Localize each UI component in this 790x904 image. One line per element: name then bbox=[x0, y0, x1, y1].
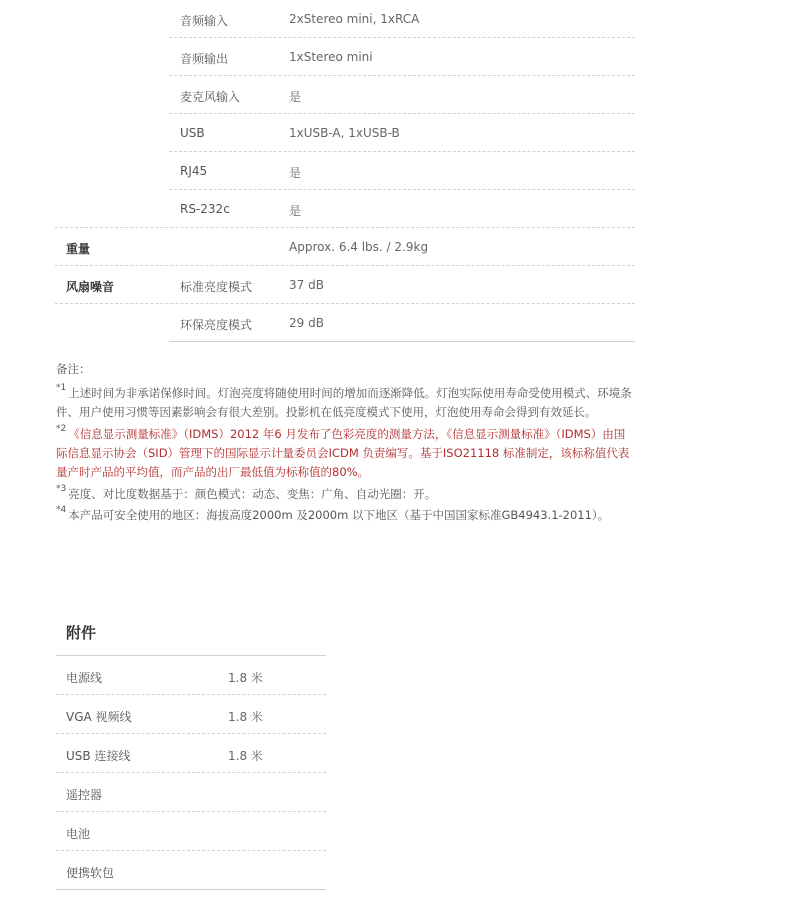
note-2 bbox=[56, 422, 636, 482]
accessory-name: USB 连接线 bbox=[66, 749, 131, 763]
spec-label: 麦克风输入 bbox=[180, 90, 241, 104]
spec-value: 29 dB bbox=[289, 316, 324, 330]
note-3 bbox=[56, 482, 636, 504]
accessory-row bbox=[56, 695, 326, 734]
spec-table bbox=[55, 0, 635, 342]
accessory-row bbox=[56, 851, 326, 890]
note-text: 上述时间为非承诺保修时间。灯泡亮度将随使用时间的增加而逐渐降低。灯泡实际使用寿命受使用模式、环境条件、用户使用习惯等因素影响会有很大差别。投影机在低亮度模式下使用，灯泡使用寿命会得到有效延长。 bbox=[56, 385, 632, 419]
note-text: 亮度、对比度数据基于：颜色模式：动态、变焦：广角、自动光圈：开。 bbox=[68, 486, 437, 501]
accessory-name: 便携软包 bbox=[66, 866, 115, 880]
accessories-title: 附件 bbox=[66, 624, 97, 642]
spec-row-fan-noise-standard bbox=[55, 266, 635, 304]
spec-category: 风扇噪音 bbox=[66, 280, 115, 294]
spec-value: 是 bbox=[289, 166, 302, 180]
accessory-length: 1.8 米 bbox=[228, 710, 263, 724]
notes-section bbox=[56, 360, 636, 525]
spec-row-audio-in bbox=[169, 0, 635, 38]
spec-row-rs232 bbox=[55, 190, 635, 228]
accessory-row bbox=[56, 656, 326, 695]
notes-title: 备注： bbox=[56, 362, 91, 376]
spec-row-usb bbox=[169, 114, 635, 152]
spec-value: 2xStereo mini, 1xRCA bbox=[289, 12, 420, 26]
spec-label: USB bbox=[180, 126, 205, 140]
spec-label: 标准亮度模式 bbox=[180, 280, 253, 294]
accessory-name: 电池 bbox=[66, 827, 91, 841]
spec-category: 重量 bbox=[66, 242, 91, 256]
accessories-table bbox=[56, 655, 326, 890]
note-marker: *1 bbox=[56, 383, 67, 393]
accessory-row bbox=[56, 812, 326, 851]
accessory-length: 1.8 米 bbox=[228, 671, 263, 685]
spec-row-mic-in bbox=[169, 76, 635, 114]
accessory-row bbox=[56, 734, 326, 773]
spec-value: 37 dB bbox=[289, 278, 324, 292]
spec-label: 音频输入 bbox=[180, 14, 229, 28]
note-text: 本产品可安全使用的地区：海拔高度2000m 及2000m 以下地区（基于中国国家标准GB4943.1-2011）。 bbox=[68, 508, 610, 523]
spec-row-fan-noise-eco bbox=[169, 304, 635, 342]
spec-row-rj45 bbox=[169, 152, 635, 190]
accessory-row bbox=[56, 773, 326, 812]
accessory-name: 电源线 bbox=[66, 671, 103, 685]
note-marker: *4 bbox=[56, 505, 67, 516]
spec-value: 1xStereo mini bbox=[289, 50, 373, 64]
spec-label: RS-232c bbox=[180, 202, 230, 216]
note-1 bbox=[56, 381, 636, 422]
spec-row-audio-out bbox=[169, 38, 635, 76]
spec-label: 环保亮度模式 bbox=[180, 318, 253, 332]
spec-label: 音频输出 bbox=[180, 52, 229, 66]
accessory-name: VGA 视频线 bbox=[66, 710, 132, 724]
note-4 bbox=[56, 503, 636, 525]
note-marker: *2 bbox=[56, 423, 67, 434]
spec-value: Approx. 6.4 lbs. / 2.9kg bbox=[289, 240, 429, 254]
spec-value: 是 bbox=[289, 90, 302, 104]
spec-label: RJ45 bbox=[180, 164, 208, 178]
accessory-length: 1.8 米 bbox=[228, 749, 263, 763]
accessory-name: 遥控器 bbox=[66, 788, 103, 802]
spec-value: 1xUSB-A, 1xUSB-B bbox=[289, 126, 400, 140]
note-marker: *3 bbox=[56, 483, 67, 494]
spec-row-weight bbox=[55, 228, 635, 266]
spec-value: 是 bbox=[289, 204, 302, 218]
note-text: 《信息显示测量标准》（IDMS）2012 年6 月发布了色彩亮度的测量方法，《信息显示测量标准》（IDMS）由国际信息显示协会（SID）管理下的国际显示计量委员会ICDM 负责编写。基于ISO21118 标准制定，该标称值代表量产时产品的平均值，而产品的出厂最低值为标称值的80%。 bbox=[56, 426, 630, 479]
